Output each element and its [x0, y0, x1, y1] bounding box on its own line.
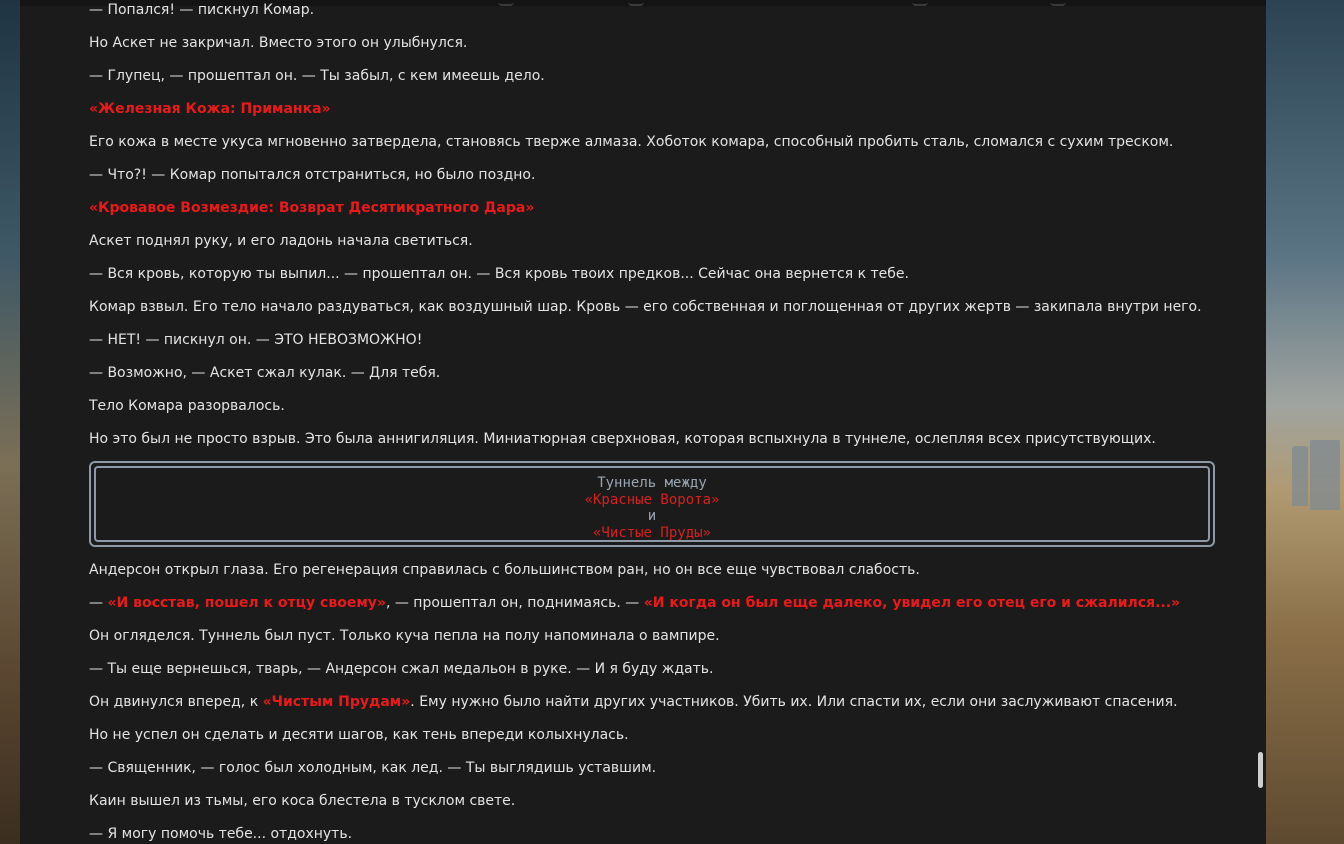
place-name: «Чистым Прудам» — [262, 694, 411, 710]
dash: — — [89, 595, 108, 611]
scrollbar-thumb[interactable] — [1258, 752, 1263, 788]
paragraph: — Глупец, — прошептал он. — Ты забыл, с кем имеешь дело. — [89, 68, 545, 84]
background-right-strip — [1266, 0, 1344, 844]
paragraph: Андерсон открыл глаза. Его регенерация справилась с большинством ран, но он все еще чувствовал слабость. — [89, 562, 920, 578]
paragraph: — Попался! — пискнул Комар. — [89, 2, 315, 18]
paragraph-with-quotes — [89, 593, 1180, 613]
paragraph: Тело Комара разорвалось. — [89, 398, 285, 414]
scene-location-box — [89, 461, 1215, 547]
paragraph: — Возможно, — Аскет сжал кулак. — Для тебя. — [89, 365, 441, 381]
scripture-quote: «И восстав, пошел к отцу своему» — [107, 595, 386, 611]
paragraph: Но это был не просто взрыв. Это была аннигиляция. Миниатюрная сверхновая, которая вспыхнула в туннеле, ослепляя всех присутствующих. — [89, 431, 1156, 447]
paragraph: — Ты еще вернешься, тварь, — Андерсон сжал медальон в руке. — И я буду ждать. — [89, 661, 714, 677]
paragraph: Его кожа в месте укуса мгновенно затвердела, становясь тверже алмаза. Хоботок комара, способный пробить сталь, сломался с сухим треском. — [89, 134, 1174, 150]
skill-name: «Кровавое Возмездие: Возврат Десятикратного Дара» — [89, 200, 535, 216]
paragraph: Аскет поднял руку, и его ладонь начала светиться. — [89, 233, 473, 249]
scene-location-inner — [94, 466, 1210, 542]
paragraph: Каин вышел из тьмы, его коса блестела в тусклом свете. — [89, 793, 516, 809]
scene-line: Туннель между — [597, 475, 707, 491]
paragraph: — Вся кровь, которую ты выпил... — прошептал он. — Вся кровь твоих предков... Сейчас она вернется к тебе. — [89, 266, 909, 282]
paragraph: Но Аскет не закричал. Вместо этого он улыбнулся. — [89, 35, 468, 51]
narration: . Ему нужно было найти других участников. Убить их. Или спасти их, если они заслуживают спасения. — [410, 694, 1178, 710]
paragraph: — Что?! — Комар попытался отстраниться, но было поздно. — [89, 167, 536, 183]
background-left-strip — [0, 0, 20, 844]
scene-place: «Чистые Пруды» — [592, 524, 711, 541]
paragraph: — Я могу помочь тебе... отдохнуть. — [89, 826, 353, 842]
toolbar-icon[interactable] — [1050, 0, 1066, 6]
narration: Он двинулся вперед, к — [89, 694, 263, 710]
paragraph: Но не успел он сделать и десяти шагов, как тень впереди колыхнулась. — [89, 727, 629, 743]
toolbar-icon[interactable] — [628, 0, 644, 6]
toolbar-icon[interactable] — [498, 0, 514, 6]
scene-place: «Красные Ворота» — [584, 491, 720, 508]
skill-name: «Железная Кожа: Приманка» — [89, 101, 331, 117]
paragraph: Он огляделся. Туннель был пуст. Только куча пепла на полу напоминала о вампире. — [89, 628, 720, 644]
reader-panel — [20, 0, 1266, 844]
paragraph: — НЕТ! — пискнул он. — ЭТО НЕВОЗМОЖНО! — [89, 332, 423, 348]
scripture-quote: «И когда он был еще далеко, увидел его отец его и сжалился...» — [643, 595, 1181, 611]
paragraph: — Священник, — голос был холодным, как лед. — Ты выглядишь уставшим. — [89, 760, 657, 776]
paragraph: Комар взвыл. Его тело начало раздуваться, как воздушный шар. Кровь — его собственная и поглощенная от других жертв — закипала внутри него. — [89, 299, 1202, 315]
toolbar-icon[interactable] — [912, 0, 928, 6]
paragraph-with-place — [89, 692, 1178, 712]
scene-line: и — [647, 508, 657, 524]
background-rock — [1292, 446, 1308, 506]
narration: , — прошептал он, поднимаясь. — — [385, 595, 644, 611]
background-rock — [1310, 440, 1340, 510]
